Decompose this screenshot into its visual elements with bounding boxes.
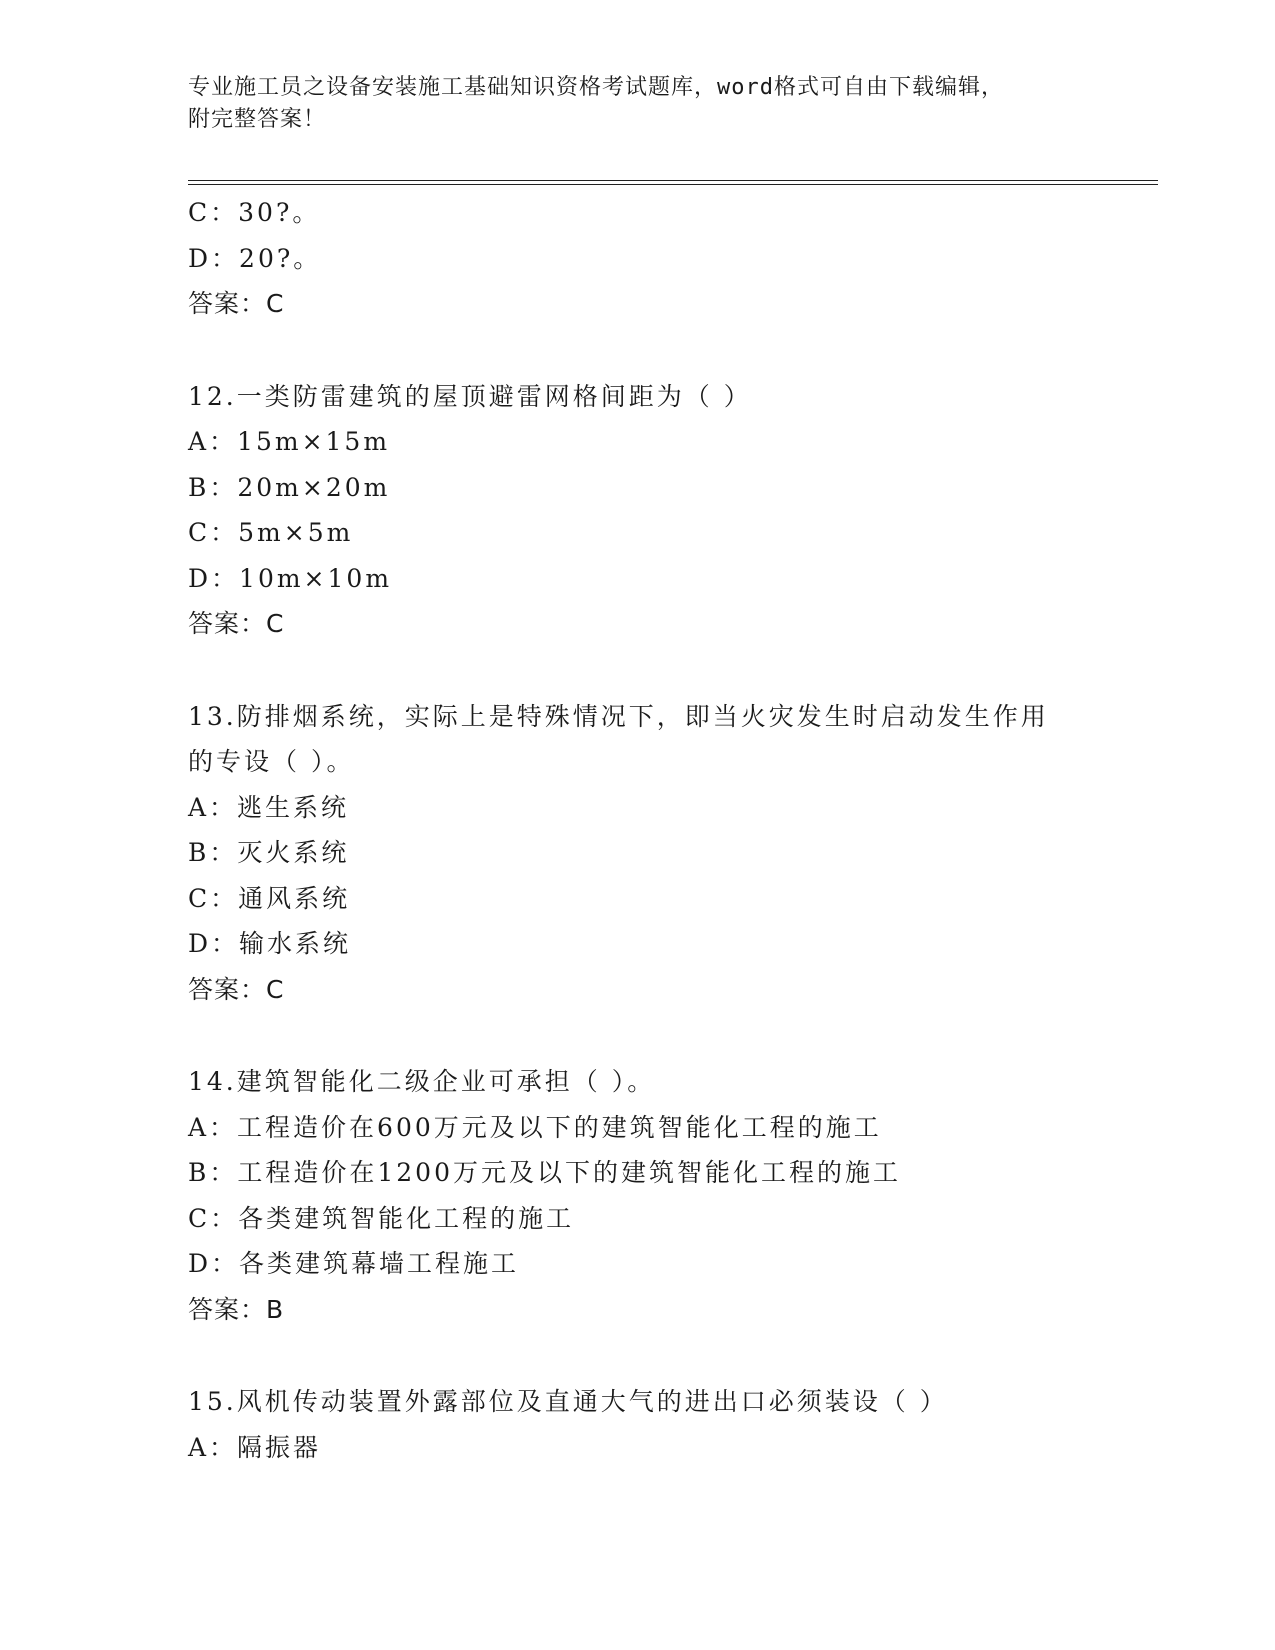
option-d: D：20?。	[188, 243, 322, 273]
question-text-line-1: 13.防排烟系统，实际上是特殊情况下，即当火灾发生时启动发生作用	[188, 701, 1049, 731]
question-15	[188, 1379, 1088, 1470]
answer: 答案：C	[188, 609, 285, 638]
option-b: B：灭火系统	[188, 838, 350, 867]
header-line-2: 附完整答案！	[188, 107, 327, 132]
header-divider-top	[188, 180, 1158, 181]
spacer	[188, 647, 1088, 694]
spacer	[188, 1332, 1088, 1379]
option-a: A：工程造价在600万元及以下的建筑智能化工程的施工	[188, 1112, 882, 1142]
option-b: B：工程造价在1200万元及以下的建筑智能化工程的施工	[188, 1158, 901, 1187]
option-c: C：各类建筑智能化工程的施工	[188, 1203, 575, 1233]
question-text: 12.一类防雷建筑的屋顶避雷网格间距为（ ）	[188, 381, 752, 411]
question-text: 15.风机传动装置外露部位及直通大气的进出口必须装设（ ）	[188, 1387, 948, 1416]
option-b: B：20m×20m	[188, 472, 391, 502]
question-14	[188, 1059, 1088, 1332]
spacer	[188, 1012, 1088, 1059]
option-a: A：逃生系统	[188, 792, 350, 822]
option-c: C：30?。	[188, 198, 321, 227]
option-a: A：隔振器	[188, 1432, 322, 1462]
option-a: A：15m×15m	[188, 427, 391, 456]
option-c: C：5m×5m	[188, 518, 354, 547]
question-11	[188, 190, 1088, 327]
header-divider-bottom	[188, 184, 1158, 185]
option-d: D：各类建筑幕墙工程施工	[188, 1249, 520, 1278]
question-13	[188, 694, 1088, 1013]
question-12	[188, 374, 1088, 647]
option-c: C：通风系统	[188, 883, 351, 913]
option-d: D：10m×10m	[188, 563, 393, 593]
answer: 答案：B	[188, 1294, 285, 1324]
document-header	[188, 72, 1088, 136]
question-text: 14.建筑智能化二级企业可承担（ ）。	[188, 1067, 656, 1096]
answer: 答案：C	[188, 289, 285, 318]
spacer	[188, 327, 1088, 374]
option-d: D：输水系统	[188, 929, 352, 958]
question-content	[188, 190, 1088, 1470]
question-text-line-2: 的专设（ ）。	[188, 747, 355, 776]
header-line-1: 专业施工员之设备安装施工基础知识资格考试题库，word格式可自由下载编辑，	[188, 75, 1004, 100]
answer: 答案：C	[188, 974, 285, 1004]
